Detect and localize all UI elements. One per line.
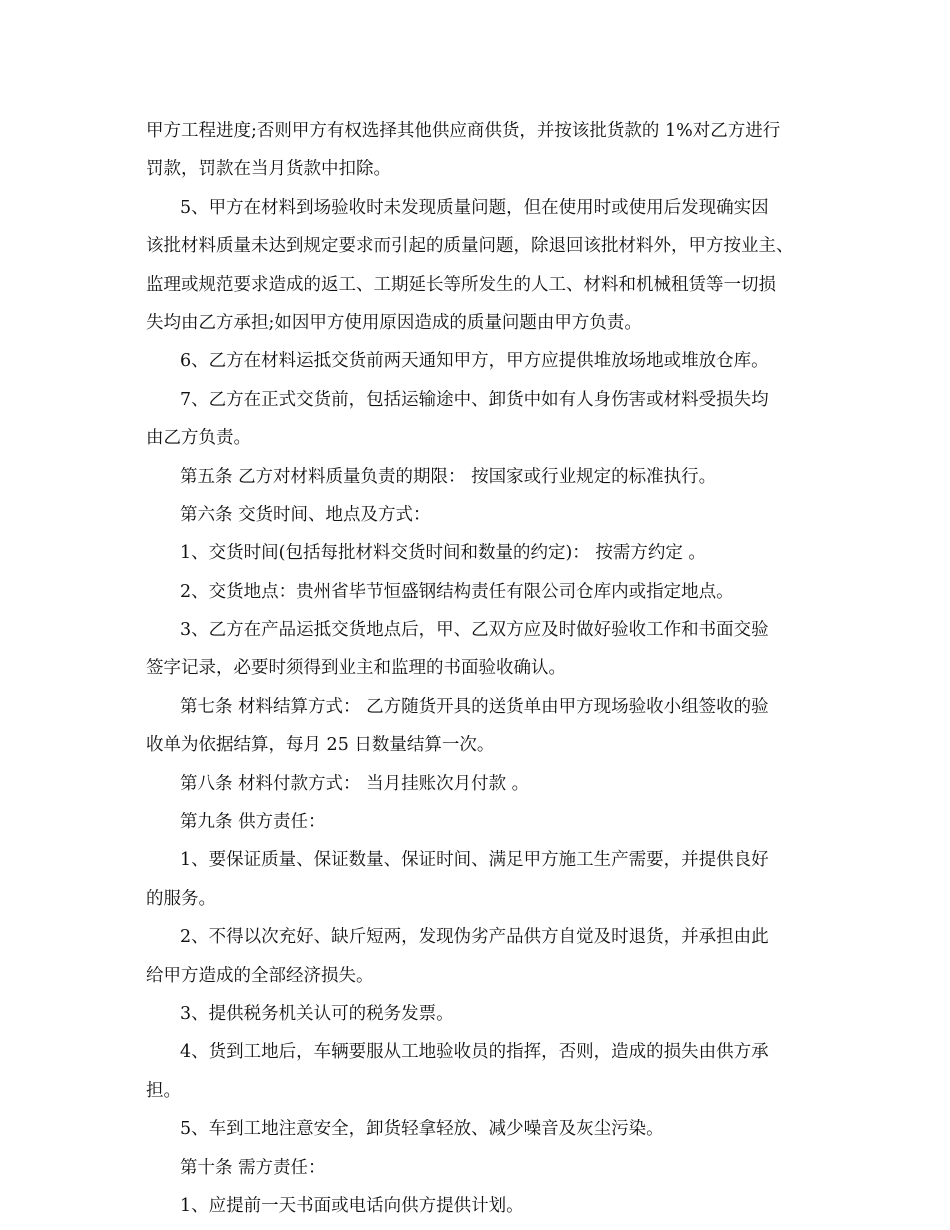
text-line: 6、乙方在材料运抵交货前两天通知甲方，甲方应提供堆放场地或堆放仓库。 <box>180 351 769 372</box>
text-line: 5、车到工地注意安全，卸货轻拿轻放、减少噪音及灰尘污染。 <box>180 1119 664 1140</box>
text-line: 该批材料质量未达到规定要求而引起的质量问题，除退回该批材料外，甲方按业主、 <box>146 236 794 257</box>
text-line: 3、提供税务机关认可的税务发票。 <box>180 1003 454 1024</box>
text-line: 第九条 供方责任： <box>180 812 326 833</box>
text-line: 7、乙方在正式交货前，包括运输途中、卸货中如有人身伤害或材料受损失均 <box>180 389 769 410</box>
text-line: 第十条 需方责任： <box>180 1157 326 1178</box>
text-line: 的服务。 <box>146 888 216 909</box>
text-line: 1、要保证质量、保证数量、保证时间、满足甲方施工生产需要，并提供良好 <box>180 850 769 871</box>
text-line: 给甲方造成的全部经济损失。 <box>146 965 374 986</box>
text-line: 2、不得以次充好、缺斤短两，发现伪劣产品供方自觉及时退货，并承担由此 <box>180 927 769 948</box>
text-line: 5、甲方在材料到场验收时未发现质量问题，但在使用时或使用后发现确实因 <box>180 197 769 218</box>
text-line: 4、货到工地后，车辆要服从工地验收员的指挥，否则，造成的损失由供方承 <box>180 1042 769 1063</box>
text-line: 罚款，罚款在当月货款中扣除。 <box>146 159 391 180</box>
text-line: 2、交货地点：贵州省毕节恒盛钢结构责任有限公司仓库内或指定地点。 <box>180 581 734 602</box>
text-line: 失均由乙方承担;如因甲方使用原因造成的质量问题由甲方负责。 <box>146 312 642 333</box>
text-line: 甲方工程进度;否则甲方有权选择其他供应商供货，并按该批货款的 1%对乙方进行 <box>146 121 781 141</box>
text-line: 1、应提前一天书面或电话向供方提供计划。 <box>180 1195 524 1216</box>
text-line: 由乙方负责。 <box>146 428 251 449</box>
text-line: 第五条 乙方对材料质量负责的期限： 按国家或行业规定的标准执行。 <box>180 466 717 487</box>
text-line: 担。 <box>146 1080 181 1101</box>
text-line: 收单为依据结算，每月 25 日数量结算一次。 <box>146 735 495 756</box>
document-body <box>146 112 816 1225</box>
text-line: 第八条 材料付款方式： 当月挂账次月付款 。 <box>180 773 530 794</box>
text-line: 签字记录，必要时须得到业主和监理的书面验收确认。 <box>146 658 566 679</box>
text-line: 第六条 交货时间、地点及方式： <box>180 504 431 525</box>
text-line: 3、乙方在产品运抵交货地点后，甲、乙双方应及时做好验收工作和书面交验 <box>180 620 769 641</box>
text-line: 1、交货时间(包括每批材料交货时间和数量的约定)： 按需方约定 。 <box>180 543 706 564</box>
text-line: 第七条 材料结算方式： 乙方随货开具的送货单由甲方现场验收小组签收的验 <box>180 696 769 717</box>
text-line: 监理或规范要求造成的返工、工期延长等所发生的人工、材料和机械租赁等一切损 <box>146 274 776 295</box>
